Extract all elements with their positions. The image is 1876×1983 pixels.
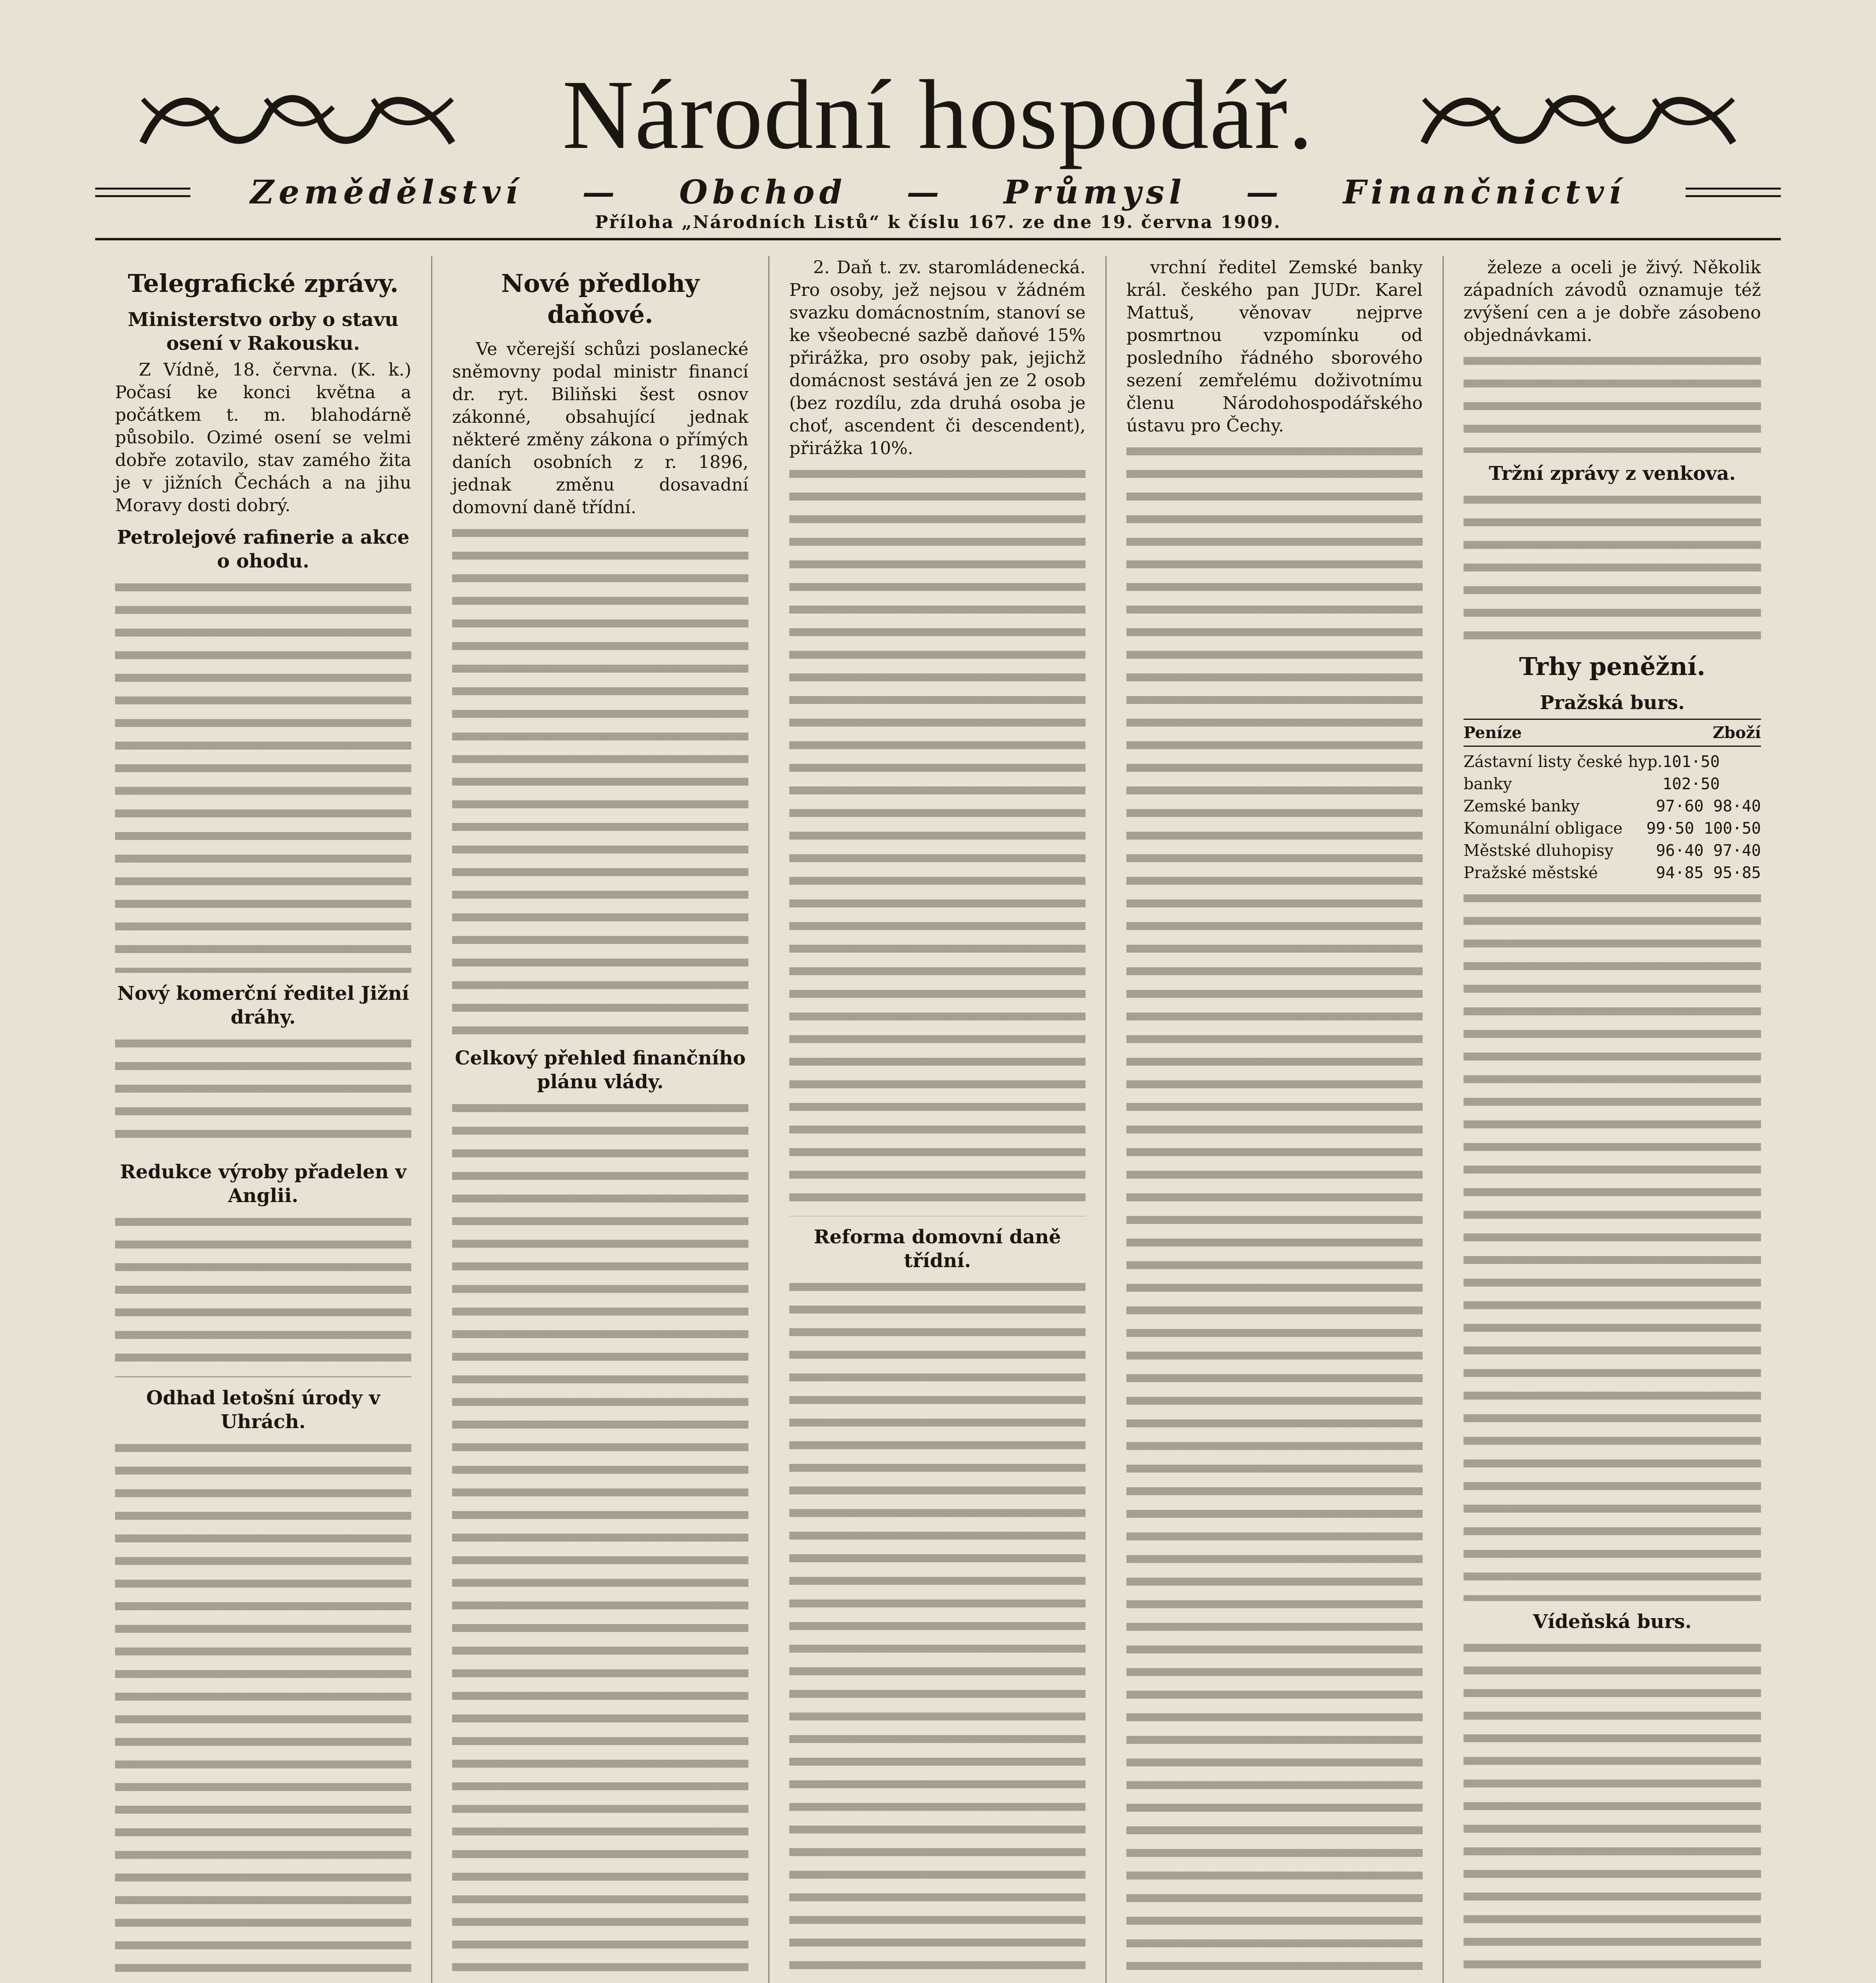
col-header-money: Peníze — [1464, 723, 1522, 742]
col-header-goods: Zboží — [1713, 723, 1761, 742]
heading-trhy-penezni: Trhy peněžní. — [1519, 652, 1705, 681]
rate-money: 96·40 — [1656, 842, 1704, 860]
text-block — [115, 1211, 411, 1377]
table-row — [1464, 817, 1761, 840]
subheading-stav-oseni: Ministerstvo orby o stavu osení v Rakousku. — [128, 309, 399, 355]
header-divider — [95, 238, 1781, 240]
supplement-line: Příloha „Národních Listů“ k číslu 167. ze dne 19. června 1909. — [595, 212, 1281, 232]
table-row — [1464, 751, 1761, 795]
text-block — [789, 1276, 1086, 1983]
rate-goods: 100·50 — [1703, 819, 1761, 838]
masthead — [95, 56, 1781, 238]
section-prumysl: Průmysl — [1003, 173, 1186, 211]
rate-money: 101·50 — [1662, 753, 1720, 771]
section-obchod: Obchod — [679, 173, 847, 211]
text-block — [115, 576, 411, 973]
subheading-trzni-zpravy: Tržní zprávy z venkova. — [1489, 462, 1736, 485]
text-block — [452, 1097, 748, 1983]
text-block — [452, 522, 748, 1038]
subheading-redukce-vyroby: Redukce výroby přadelen v Anglii. — [120, 1161, 407, 1207]
rate-name: Zemské banky — [1464, 797, 1580, 815]
text-block — [1464, 489, 1761, 639]
rate-goods: 95·85 — [1713, 864, 1761, 882]
subheading-videnska-bursa: Vídeňská burs. — [1533, 1611, 1692, 1633]
subheading-petrolejove-rafinerie: Petrolejové rafinerie a akce o ohodu. — [117, 526, 410, 572]
article-text: Ve včerejší schůzi poslanecké sněmovny podal ministr financí dr. ryt. Biliňski šest osnov zákonné, obsahující jednak některé změny zákona o přímých daních osobních z r. 1896, jednak změnu dosavadní domovní daně třídní. — [452, 339, 748, 518]
text-block — [115, 1032, 411, 1151]
rate-goods: 102·50 — [1662, 775, 1720, 793]
text-block — [1464, 1637, 1761, 1983]
subheading-financni-plan: Celkový přehled finančního plánu vlády. — [455, 1047, 746, 1093]
dash: — — [906, 173, 944, 211]
column-1 — [95, 256, 432, 1983]
table-row — [1464, 840, 1761, 862]
article-text: 2. Daň t. zv. staromládenecká. Pro osoby, jež nejsou v žádném svazku domácnostním, stanoví se ke všeobecné sazbě daňové 15% přirážka, pro osoby pak, jejichž domácnost sestává jen ze 2 osob (bez rozdílu, zda druhá osoba je choť, ascendent či descendent), přirážka 10%. — [789, 257, 1086, 458]
text-block — [1464, 350, 1761, 453]
subheading-prazska-bursa: Pražská burs. — [1540, 692, 1685, 714]
rate-money: 99·50 — [1646, 819, 1694, 838]
column-4 — [1107, 256, 1444, 1983]
column-5 — [1444, 256, 1781, 1983]
subheading-odhad-urody: Odhad letošní úrody v Uhrách. — [146, 1387, 380, 1433]
text-block — [1126, 440, 1423, 1983]
rate-name: Komunální obligace — [1464, 819, 1623, 838]
rate-name: Městské dluhopisy — [1464, 842, 1613, 860]
column-2 — [432, 256, 769, 1983]
newspaper-title: Národní hospodář. — [562, 60, 1314, 170]
rates-table-header — [1464, 719, 1761, 747]
rate-name: Pražské městské — [1464, 864, 1598, 882]
rate-name: Zástavní listy české hyp. banky — [1464, 753, 1663, 793]
section-financnictvi: Finančnictví — [1343, 173, 1626, 211]
rate-goods: 98·40 — [1713, 797, 1761, 815]
section-zemedelstvi: Zemědělství — [250, 173, 523, 211]
text-block — [1464, 887, 1761, 1601]
column-3 — [769, 256, 1107, 1983]
dash: — — [582, 173, 620, 211]
article-columns — [95, 256, 1781, 1983]
left-rule — [95, 188, 190, 197]
text-block — [789, 463, 1086, 1216]
dash: — — [1246, 173, 1283, 211]
heading-nove-predlohy: Nové předlohy daňové. — [501, 269, 700, 329]
rate-goods: 97·40 — [1713, 842, 1761, 860]
article-text: vrchní ředitel Zemské banky král. českého pan JUDr. Karel Mattuš, věnovav nejprve posmrtnou vzpomínku od posledního řádného sborového sezení zemřelému doživotnímu členu Národohospodářského ústavu pro Čechy. — [1126, 257, 1423, 436]
right-rule — [1686, 188, 1781, 197]
table-row — [1464, 795, 1761, 817]
table-row — [1464, 862, 1761, 884]
text-block — [115, 1437, 411, 1983]
heading-telegraficke-zpravy: Telegrafické zprávy. — [128, 269, 399, 298]
article-text: železe a oceli je živý. Několik západních závodů oznamuje též zvýšení cen a je dobře zásobeno objednávkami. — [1464, 257, 1761, 345]
article-text: Z Vídně, 18. června. (K. k.) Počasí ke konci května a počátkem t. m. blahodárně působilo. Ozimé osení se velmi dobře zotavilo, stav zamého žita je v jižních Čechách a na jihu Moravy dosti dobrý. — [115, 360, 411, 516]
subheading-jizni-draha: Nový komerční ředitel Jižní dráhy. — [117, 982, 409, 1028]
rate-money: 94·85 — [1656, 864, 1704, 882]
rate-money: 97·60 — [1656, 797, 1704, 815]
right-ornament-icon — [1416, 83, 1741, 155]
subheading-reforma: Reforma domovní daně třídní. — [813, 1226, 1061, 1272]
section-bar — [95, 175, 1781, 210]
